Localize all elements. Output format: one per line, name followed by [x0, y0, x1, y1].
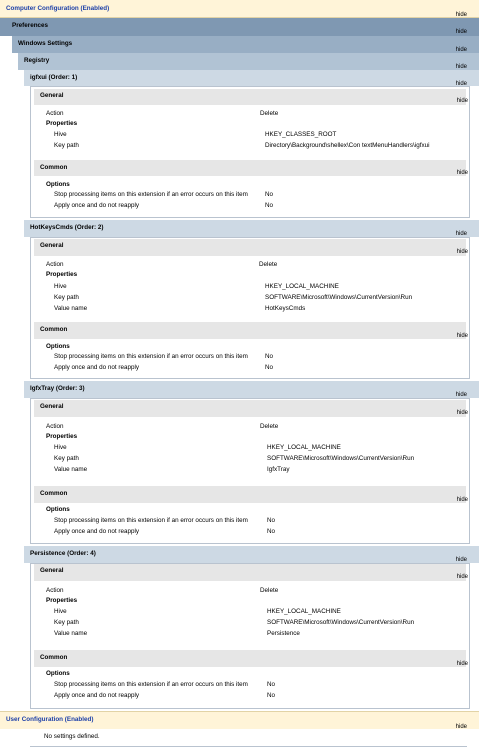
common-section-header [34, 486, 466, 503]
general-section-title: General [40, 242, 64, 249]
registry-item-title: IgfxTray (Order: 3) [30, 385, 85, 392]
stop-processing-value: No [265, 191, 274, 198]
hive-label: Hive [54, 131, 67, 138]
user-configuration-header [0, 711, 479, 729]
windows-settings-title: Windows Settings [18, 40, 73, 47]
stop-processing-label: Stop processing items on this extension if an error occurs on this item [54, 191, 248, 198]
key-path-label: Key path [54, 142, 79, 149]
action-label: Action [46, 423, 64, 430]
stop-processing-value: No [267, 681, 276, 688]
action-value: Delete [260, 110, 279, 117]
apply-once-value: No [267, 692, 276, 699]
apply-once-label: Apply once and do not reapply [54, 202, 140, 209]
stop-processing-label: Stop processing items on this extension if an error occurs on this item [54, 353, 248, 360]
registry-item-title: HotKeysCmds (Order: 2) [30, 224, 104, 231]
stop-processing-value: No [265, 353, 274, 360]
computer-configuration-title: Computer Configuration (Enabled) [6, 5, 110, 12]
action-value: Delete [259, 261, 278, 268]
action-label: Action [46, 261, 64, 268]
registry-item-header [24, 546, 479, 563]
hive-label: Hive [54, 444, 67, 451]
apply-once-value: No [265, 202, 274, 209]
common-section-header [34, 160, 466, 176]
user-configuration-title: User Configuration (Enabled) [6, 716, 94, 723]
key-path-value: Directory\Background\shellex\Con textMenuHandlers\igfxui [265, 142, 430, 149]
windows-settings-header [12, 36, 479, 53]
general-section-hide-link[interactable]: hide [456, 410, 468, 416]
general-section-header [34, 400, 466, 417]
key-path-label: Key path [54, 294, 79, 301]
common-section-hide-link[interactable]: hide [456, 661, 468, 667]
hive-value: HKEY_CLASSES_ROOT [265, 131, 337, 138]
windows-settings-hide-link[interactable]: hide [455, 47, 467, 53]
value-name-value: Persistence [267, 630, 300, 637]
apply-once-label: Apply once and do not reapply [54, 528, 140, 535]
hive-value: HKEY_LOCAL_MACHINE [265, 283, 339, 290]
options-label: Options [46, 506, 70, 513]
general-section-title: General [40, 403, 64, 410]
action-value: Delete [260, 587, 279, 594]
value-name-label: Value name [54, 630, 88, 637]
registry-title: Registry [24, 57, 50, 64]
stop-processing-label: Stop processing items on this extension if an error occurs on this item [54, 681, 248, 688]
general-section-hide-link[interactable]: hide [456, 249, 468, 255]
registry-item-frame [30, 86, 470, 218]
registry-item-header [24, 70, 479, 86]
computer-configuration-hide-link[interactable]: hide [455, 12, 467, 18]
registry-item-title: igfxui (Order: 1) [30, 74, 78, 81]
common-section-title: Common [40, 164, 68, 171]
general-section-title: General [40, 567, 64, 574]
common-section-header [34, 650, 466, 667]
common-section-hide-link[interactable]: hide [456, 333, 468, 339]
value-name-value: HotKeysCmds [265, 305, 306, 312]
key-path-label: Key path [54, 619, 79, 626]
registry-item-header [24, 381, 479, 398]
general-section-hide-link[interactable]: hide [456, 98, 468, 104]
registry-item-hide-link[interactable]: hide [455, 81, 467, 87]
stop-processing-value: No [267, 517, 276, 524]
apply-once-label: Apply once and do not reapply [54, 692, 140, 699]
general-section-header [34, 239, 466, 256]
properties-label: Properties [46, 433, 78, 440]
options-label: Options [46, 181, 70, 188]
apply-once-value: No [267, 528, 276, 535]
apply-once-label: Apply once and do not reapply [54, 364, 140, 371]
registry-item-hide-link[interactable]: hide [455, 392, 467, 398]
properties-label: Properties [46, 120, 78, 127]
common-section-title: Common [40, 326, 68, 333]
computer-configuration-header [0, 0, 479, 18]
common-section-hide-link[interactable]: hide [456, 170, 468, 176]
no-settings-message: No settings defined. [44, 733, 100, 740]
preferences-title: Preferences [12, 22, 49, 29]
action-value: Delete [260, 423, 279, 430]
options-label: Options [46, 343, 70, 350]
general-section-header [34, 89, 466, 105]
general-section-hide-link[interactable]: hide [456, 574, 468, 580]
registry-item-hide-link[interactable]: hide [455, 557, 467, 563]
hive-label: Hive [54, 283, 67, 290]
preferences-header [0, 18, 479, 36]
registry-item-header [24, 220, 479, 237]
stop-processing-label: Stop processing items on this extension if an error occurs on this item [54, 517, 248, 524]
value-name-label: Value name [54, 305, 88, 312]
registry-header [18, 53, 479, 70]
general-section-title: General [40, 92, 64, 99]
apply-once-value: No [265, 364, 274, 371]
common-section-title: Common [40, 654, 68, 661]
hive-label: Hive [54, 608, 67, 615]
action-label: Action [46, 110, 64, 117]
general-section-header [34, 564, 466, 581]
preferences-hide-link[interactable]: hide [455, 29, 467, 35]
common-section-title: Common [40, 490, 68, 497]
hive-value: HKEY_LOCAL_MACHINE [267, 608, 341, 615]
options-label: Options [46, 670, 70, 677]
common-section-header [34, 322, 466, 339]
hive-value: HKEY_LOCAL_MACHINE [267, 444, 341, 451]
bottom-divider [30, 746, 467, 747]
value-name-label: Value name [54, 466, 88, 473]
properties-label: Properties [46, 271, 78, 278]
value-name-value: IgfxTray [267, 466, 290, 473]
registry-item-hide-link[interactable]: hide [455, 231, 467, 237]
user-configuration-hide-link[interactable]: hide [455, 724, 467, 730]
key-path-value: SOFTWARE\Microsoft\Windows\CurrentVersion\Run [267, 619, 415, 626]
properties-label: Properties [46, 597, 78, 604]
key-path-value: SOFTWARE\Microsoft\Windows\CurrentVersion\Run [265, 294, 413, 301]
common-section-hide-link[interactable]: hide [456, 497, 468, 503]
key-path-value: SOFTWARE\Microsoft\Windows\CurrentVersion\Run [267, 455, 415, 462]
registry-hide-link[interactable]: hide [455, 64, 467, 70]
action-label: Action [46, 587, 64, 594]
key-path-label: Key path [54, 455, 79, 462]
registry-item-title: Persistence (Order: 4) [30, 550, 96, 557]
